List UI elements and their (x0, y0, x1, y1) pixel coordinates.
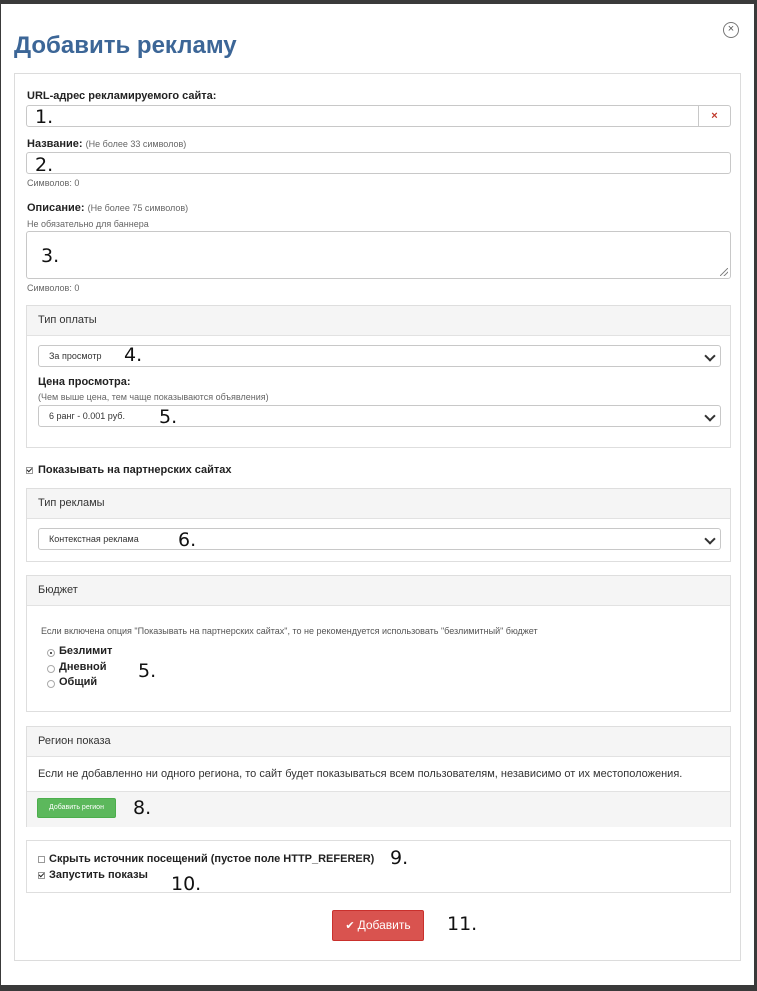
start-ads-label: Запустить показы (49, 869, 148, 881)
annotation-10: 10. (171, 873, 202, 895)
description-subhint: Не обязательно для баннера (27, 219, 149, 229)
name-label (27, 138, 186, 150)
description-hint: (Не более 75 символов) (87, 203, 189, 213)
chevron-down-icon (704, 350, 715, 361)
budget-radio-daily[interactable] (47, 665, 55, 673)
chevron-down-icon (704, 533, 715, 544)
annotation-2: 2. (35, 154, 54, 176)
add-region-button[interactable]: Добавить регион (37, 798, 116, 818)
name-input[interactable] (26, 152, 731, 174)
submit-add-button[interactable] (332, 910, 424, 941)
name-counter: Символов: 0 (27, 178, 80, 188)
payment-panel-heading: Тип оплаты (27, 306, 730, 336)
url-input[interactable] (26, 105, 731, 127)
annotation-5a: 5. (159, 406, 178, 428)
description-label (27, 202, 188, 214)
annotation-9: 9. (390, 847, 409, 869)
ad-type-value: Контекстная реклама (49, 534, 139, 544)
budget-radio-total[interactable] (47, 680, 55, 688)
clear-url-icon[interactable]: × (698, 106, 730, 126)
payment-panel (26, 305, 731, 448)
budget-option-total: Общий (59, 676, 98, 688)
ad-type-panel (26, 488, 731, 562)
price-label: Цена просмотра: (38, 376, 131, 388)
region-notice: Если не добавленно ни одного региона, то сайт будет показываться всем пользователям, независимо от их местоположения. (38, 768, 683, 780)
checkmark-icon: ✔ (345, 920, 355, 932)
budget-radio-unlimited[interactable] (47, 649, 55, 657)
annotation-11: 11. (447, 913, 478, 935)
add-ad-modal (1, 4, 754, 985)
price-select[interactable] (38, 405, 721, 427)
submit-label: Добавить (357, 918, 411, 932)
price-value: 6 ранг - 0.001 руб. (49, 411, 125, 421)
budget-notice: Если включена опция "Показывать на партнерских сайтах", то не рекомендуется использовать "безлимитный" бюджет (41, 626, 538, 636)
annotation-3: 3. (41, 245, 60, 267)
hide-referer-checkbox[interactable] (38, 856, 45, 863)
budget-option-daily: Дневной (59, 661, 107, 673)
budget-option-unlimited: Безлимит (59, 645, 113, 657)
resize-handle-icon[interactable] (720, 268, 728, 276)
name-label-text: Название: (27, 138, 83, 150)
annotation-8: 8. (133, 797, 152, 819)
annotation-4: 4. (124, 344, 143, 366)
options-panel (26, 840, 731, 893)
hide-referer-label: Скрыть источник посещений (пустое поле HTTP_REFERER) (49, 853, 375, 865)
price-hint: (Чем выше цена, тем чаще показываются объявления) (38, 392, 269, 402)
region-panel-heading: Регион показа (27, 727, 730, 757)
description-counter: Символов: 0 (27, 283, 80, 293)
name-hint: (Не более 33 символов) (85, 139, 187, 149)
chevron-down-icon (704, 410, 715, 421)
close-icon[interactable]: × (723, 22, 739, 38)
partner-sites-checkbox[interactable] (26, 467, 33, 474)
description-label-text: Описание: (27, 202, 85, 214)
url-label: URL-адрес рекламируемого сайта: (27, 90, 217, 102)
modal-title: Добавить рекламу (14, 32, 237, 59)
payment-type-value: За просмотр (49, 351, 102, 361)
ad-form (14, 73, 741, 961)
annotation-1: 1. (35, 106, 54, 128)
description-textarea[interactable] (26, 231, 731, 279)
budget-panel-heading: Бюджет (27, 576, 730, 606)
partner-sites-label: Показывать на партнерских сайтах (38, 464, 232, 476)
ad-type-select[interactable] (38, 528, 721, 550)
start-ads-checkbox[interactable] (38, 872, 45, 879)
annotation-5b: 5. (138, 660, 157, 682)
region-panel (26, 726, 731, 827)
ad-type-panel-heading: Тип рекламы (27, 489, 730, 519)
annotation-6: 6. (178, 529, 197, 551)
budget-panel (26, 575, 731, 712)
